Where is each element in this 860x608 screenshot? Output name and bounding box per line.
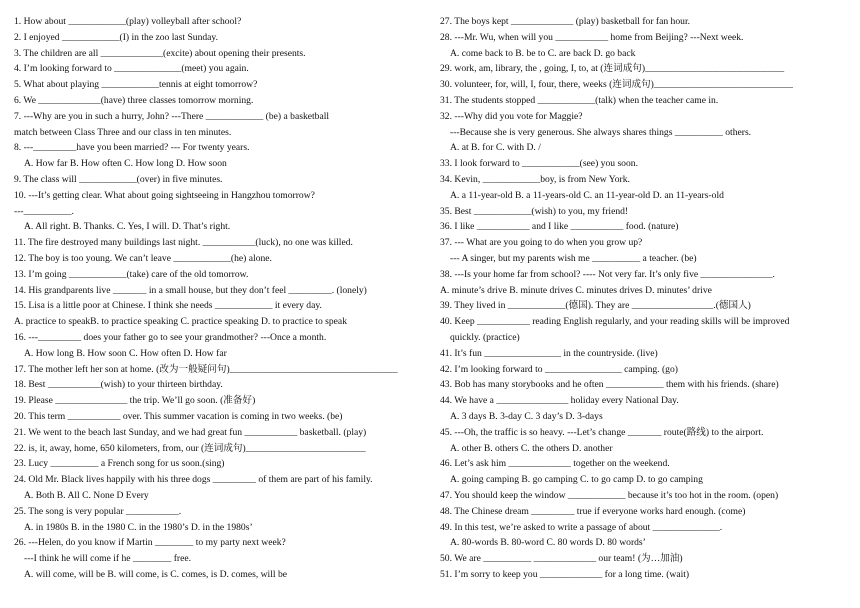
question-line: A. a 11-year-old B. a 11-years-old C. an 11-year-old D. an 11-years-old bbox=[450, 189, 724, 201]
question-line: 41. It’s fun ________________ in the countryside. (live) bbox=[440, 347, 658, 359]
question-line: 3. The children are all _____________(excite) about opening their presents. bbox=[14, 47, 306, 59]
question-line: --- A singer, but my parents wish me __________ a teacher. (be) bbox=[450, 252, 697, 264]
question-line: 44. We have a _______________ holiday every National Day. bbox=[440, 395, 679, 407]
question-line: 37. --- What are you going to do when you grow up? bbox=[440, 237, 643, 249]
question-line: 43. Bob has many storybooks and he often ____________ them with his friends. (share) bbox=[440, 379, 779, 391]
question-line: 51. I’m sorry to keep you _____________ for a long time. (wait) bbox=[440, 568, 690, 580]
question-line: 8. ---_________have you been married? --- For twenty years. bbox=[14, 142, 250, 154]
question-line: 45. ---Oh, the traffic is so heavy. ---Let’s change _______ route(路线) to the airport. bbox=[440, 426, 764, 438]
question-line: 7. ---Why are you in such a hurry, John? ---There ____________ (be) a basketball bbox=[14, 110, 330, 122]
question-line: 24. Old Mr. Black lives happily with his three dogs _________ of them are part of his family. bbox=[14, 474, 373, 486]
question-line: 19. Please _______________ the trip. We’ll go soon. (准备好) bbox=[14, 395, 256, 407]
question-line: 34. Kevin, ____________boy, is from New York. bbox=[440, 173, 630, 185]
question-line: 42. I’m looking forward to ________________ camping. (go) bbox=[440, 363, 678, 375]
question-line: A. practice to speakB. to practice speaking C. practice speaking D. to practice to speak bbox=[14, 316, 347, 328]
question-line: 12. The boy is too young. We can’t leave ____________(he) alone. bbox=[14, 252, 272, 264]
question-line: 49. In this test, we’re asked to write a passage of about ______________. bbox=[440, 521, 723, 533]
question-line: 10. ---It’s getting clear. What about going sightseeing in Hangzhou tomorrow? bbox=[14, 189, 315, 201]
question-line: 50. We are __________ _____________ our team! (为…加油) bbox=[440, 553, 683, 565]
question-line: 46. Let’s ask him _____________ together on the weekend. bbox=[440, 458, 670, 470]
question-line: A. All right. B. Thanks. C. Yes, I will. D. That’s right. bbox=[24, 221, 231, 233]
question-line: 1. How about ____________(play) volleyball after school? bbox=[14, 16, 242, 27]
question-line: 27. The boys kept _____________ (play) basketball for fan hour. bbox=[440, 16, 691, 27]
question-line: 17. The mother left her son at home. (改为一般疑问句)___________________________________ bbox=[14, 363, 398, 375]
question-line: 40. Keep ___________ reading English regularly, and your reading skills will be improved bbox=[440, 316, 790, 328]
question-line: 2. I enjoyed ____________(I) in the zoo last Sunday. bbox=[14, 31, 219, 43]
right-column bbox=[440, 14, 848, 583]
question-line: 13. I’m going ____________(take) care of the old tomorrow. bbox=[14, 268, 249, 280]
question-line: 47. You should keep the window ____________ because it’s too hot in the room. (open) bbox=[440, 489, 779, 501]
question-line: A. other B. others C. the others D. another bbox=[450, 442, 613, 454]
question-line: 36. I like ___________ and I like ___________ food. (nature) bbox=[440, 221, 679, 233]
question-line: 21. We went to the beach last Sunday, and we had great fun ___________ basketball. (play) bbox=[14, 426, 367, 438]
question-line: 14. His grandparents live _______ in a small house, but they don’t feel _________. (lonely) bbox=[14, 284, 367, 296]
question-line: 5. What about playing ____________tennis at eight tomorrow? bbox=[14, 79, 258, 91]
question-line: 20. This term ___________ over. This summer vacation is coming in two weeks. (be) bbox=[14, 410, 343, 422]
question-line: 30. volunteer, for, will, I, four, there, weeks (连词成句)_____________________________ bbox=[440, 79, 793, 91]
question-line: 28. ---Mr. Wu, when will you ___________ home from Beijing? ---Next week. bbox=[440, 31, 744, 43]
question-line: 48. The Chinese dream _________ true if everyone works hard enough. (come) bbox=[440, 505, 746, 517]
question-line: 4. I’m looking forward to ______________(meet) you again. bbox=[14, 63, 249, 75]
question-line: A. How long B. How soon C. How often D. How far bbox=[24, 347, 227, 359]
question-line: A. at B. for C. with D. / bbox=[450, 142, 541, 154]
question-line: 39. They lived in ____________(德国). They are _________________.(德国人) bbox=[440, 300, 751, 312]
question-line: A. Both B. All C. None D Every bbox=[24, 489, 149, 501]
question-line: A. come back to B. be to C. are back D. go back bbox=[450, 47, 636, 59]
question-line: 29. work, am, library, the , going, I, to, at (连词成句)_____________________________ bbox=[440, 63, 785, 75]
question-line: 18. Best ___________(wish) to your thirteen birthday. bbox=[14, 379, 223, 391]
question-line: 6. We _____________(have) three classes tomorrow morning. bbox=[14, 94, 254, 106]
question-line: A. going camping B. go camping C. to go camp D. to go camping bbox=[450, 474, 703, 486]
question-line: 15. Lisa is a little poor at Chinese. I think she needs ____________ it every day. bbox=[14, 300, 322, 312]
question-line: 26. ---Helen, do you know if Martin ________ to my party next week? bbox=[14, 537, 286, 549]
question-line: 23. Lucy __________ a French song for us soon.(sing) bbox=[14, 458, 225, 470]
question-line: ---I think he will come if he ________ free. bbox=[24, 553, 192, 565]
question-line: A. 80-words B. 80-word C. 80 words D. 80 words’ bbox=[450, 537, 646, 549]
question-line: 38. ---Is your home far from school? ---- Not very far. It’s only five _______________. bbox=[440, 268, 775, 280]
question-line: quickly. (practice) bbox=[450, 331, 520, 343]
question-line: match between Class Three and our class in ten minutes. bbox=[14, 126, 232, 138]
question-line: ---Because she is very generous. She always shares things __________ others. bbox=[450, 126, 752, 138]
question-line: 32. ---Why did you vote for Maggie? bbox=[440, 110, 583, 122]
question-line: 35. Best ____________(wish) to you, my friend! bbox=[440, 205, 629, 217]
question-line: 16. ---_________ does your father go to see your grandmother? ---Once a month. bbox=[14, 331, 327, 343]
question-line: 25. The song is very popular ___________. bbox=[14, 505, 182, 517]
left-column bbox=[14, 14, 420, 583]
question-line: A. How far B. How often C. How long D. How soon bbox=[24, 158, 227, 170]
question-line: 11. The fire destroyed many buildings last night. ___________(luck), no one was killed. bbox=[14, 237, 353, 249]
question-line: 22. is, it, away, home, 650 kilometers, from, our (连词成句)_________________________ bbox=[14, 442, 366, 454]
question-line: A. in 1980s B. in the 1980 C. in the 1980’s D. in the 1980s’ bbox=[24, 521, 253, 533]
question-line: A. minute’s drive B. minute drives C. minutes drives D. minutes’ drive bbox=[440, 284, 712, 296]
question-line: ---__________. bbox=[14, 205, 74, 217]
question-line: A. 3 days B. 3-day C. 3 day’s D. 3-days bbox=[450, 410, 603, 422]
question-line: 9. The class will ____________(over) in five minutes. bbox=[14, 173, 223, 185]
question-line: A. will come, will be B. will come, is C. comes, is D. comes, will be bbox=[24, 568, 287, 580]
question-line: 33. I look forward to ____________(see) you soon. bbox=[440, 158, 638, 170]
question-line: 31. The students stopped ____________(talk) when the teacher came in. bbox=[440, 94, 719, 106]
